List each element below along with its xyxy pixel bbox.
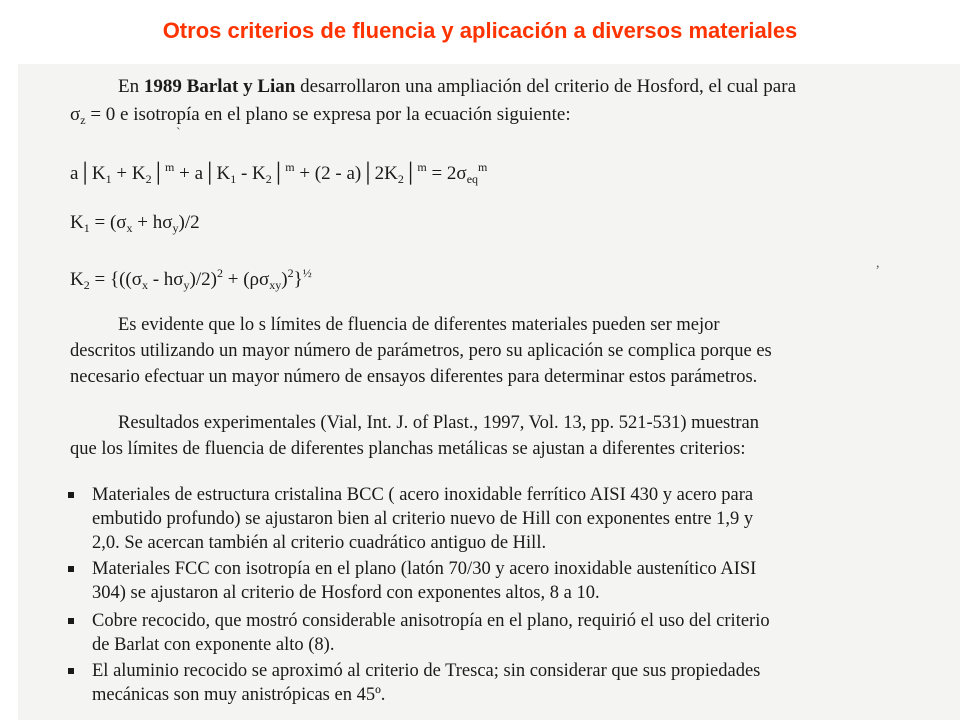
paragraph-3-line-2: que los límites de fluencia de diferentes planchas metálicas se ajustan a diferentes criterios:	[70, 439, 746, 459]
bullet-4-line-2: mecánicas son muy anistrópicas en 45º.	[92, 685, 386, 705]
bullet-2-line-2: 304) se ajustaron al criterio de Hosford con exponentes altos, 8 a 10.	[92, 583, 600, 603]
scan-speck: `	[176, 126, 181, 141]
bullet-marker	[68, 668, 74, 674]
bullet-1-line-3: 2,0. Se acercan también al criterio cuadrático antiguo de Hill.	[92, 533, 547, 553]
bullet-marker	[68, 618, 74, 624]
paragraph-3-line-1: Resultados experimentales (Vial, Int. J. of Plast., 1997, Vol. 13, pp. 521-531) muestran	[118, 413, 759, 433]
equation-barlat-lian: $a│K_1$ + $K_2│^m$ + $a│K_1$ - $K_2│^m + (2$ - $a)│2K_2│^m = 2\sigma_{eq}^m$	[70, 160, 488, 186]
intro-line-2: $\sigma_z = 0$ e isotropía en el plano se expresa por la ecuación siguiente:	[70, 104, 571, 127]
bullet-marker	[68, 566, 74, 572]
bullet-marker	[68, 492, 74, 498]
scanned-page	[18, 64, 960, 720]
slide-title: Otros criterios de fluencia y aplicación a diversos materiales	[162, 18, 798, 43]
scan-speck: ,	[876, 256, 880, 271]
paragraph-2-line-3: necesario efectuar un mayor número de ensayos diferentes para determinar estos parámetros.	[70, 367, 758, 387]
paragraph-2-line-2: descritos utilizando un mayor número de parámetros, pero su aplicación se complica porque es	[70, 341, 772, 361]
bullet-1-line-2: embutido profundo) se ajustaron bien al criterio nuevo de Hill con exponentes entre 1,9 y	[92, 509, 754, 529]
bullet-4-line-1: El aluminio recocido se aproximó al criterio de Tresca; sin considerar que sus propiedades	[92, 661, 761, 681]
intro-line-1: En 1989 Barlat y Lian desarrollaron una ampliación del criterio de Hosford, el cual para	[118, 76, 796, 97]
intro-bold-author: 1989 Barlat y Lian	[143, 76, 296, 97]
equation-k2: $K_2 = \{((\sigma_x - h\sigma_y)/2)^2 + (\rho\sigma_{xy})^2\}^{\frac{1}{2}}$	[70, 266, 312, 292]
bullet-2-line-1: Materiales FCC con isotropía en el plano (latón 70/30 y acero inoxidable austenítico AISI	[92, 559, 757, 579]
bullet-1-line-1: Materiales de estructura cristalina BCC ( acero inoxidable ferrítico AISI 430 y acero para	[92, 485, 754, 505]
bullet-3-line-2: de Barlat con exponente alto (8).	[92, 635, 335, 655]
paragraph-2-line-1: Es evidente que lo s límites de fluencia de diferentes materiales pueden ser mejor	[118, 315, 720, 335]
bullet-3-line-1: Cobre recocido, que mostró considerable anisotropía en el plano, requirió el uso del criterio	[92, 611, 770, 631]
equation-k1: $K_1 = (\sigma_x + h\sigma_y)/2$	[70, 212, 200, 235]
